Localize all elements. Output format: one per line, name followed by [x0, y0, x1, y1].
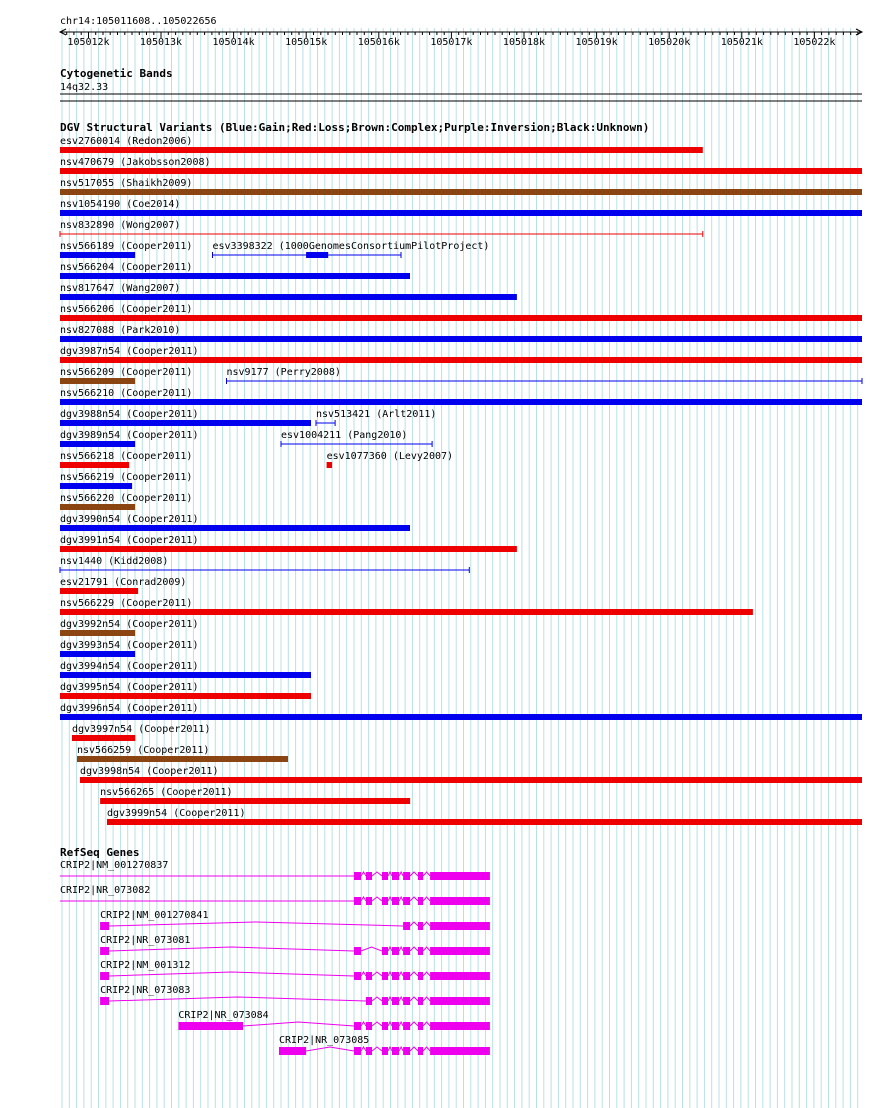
refseq-exon	[418, 897, 423, 905]
ruler-tick-label: 105022k	[793, 37, 836, 48]
refseq-exon	[279, 1047, 306, 1055]
refseq-exon	[366, 897, 372, 905]
refseq-exon	[354, 872, 361, 880]
dgv-feature-bar	[60, 315, 862, 321]
refseq-exon	[382, 1047, 388, 1055]
refseq-exon	[418, 1047, 423, 1055]
dgv-feature-bar	[60, 420, 311, 426]
dgv-feature-label: dgv3989n54 (Cooper2011)	[60, 430, 199, 441]
dgv-feature[interactable]	[60, 178, 862, 195]
dgv-feature-label: nsv566259 (Cooper2011)	[77, 745, 210, 756]
dgv-feature-bar	[60, 588, 138, 594]
dgv-feature-label: dgv3999n54 (Cooper2011)	[107, 808, 246, 819]
refseq-exon	[418, 997, 423, 1005]
dgv-feature-bar	[60, 504, 135, 510]
ruler-tick-label: 105015k	[285, 37, 328, 48]
dgv-feature-label: dgv3998n54 (Cooper2011)	[80, 766, 219, 777]
refseq-exon	[354, 1022, 361, 1030]
dgv-feature[interactable]	[77, 745, 288, 762]
dgv-feature[interactable]	[60, 157, 862, 174]
refseq-intron	[372, 1022, 382, 1026]
refseq-intron	[399, 897, 403, 901]
refseq-intron	[410, 872, 418, 876]
refseq-intron	[410, 997, 418, 1001]
refseq-exon	[392, 897, 399, 905]
dgv-feature[interactable]	[72, 724, 210, 741]
dgv-feature[interactable]	[60, 346, 862, 363]
dgv-feature-bar	[60, 357, 862, 363]
refseq-exon	[354, 897, 361, 905]
refseq-intron	[410, 1022, 418, 1026]
dgv-feature-label: esv1004211 (Pang2010)	[281, 430, 408, 441]
refseq-intron	[399, 947, 403, 951]
refseq-exon	[382, 897, 388, 905]
dgv-feature-bar	[60, 525, 410, 531]
refseq-exon	[418, 947, 423, 955]
refseq-exon	[392, 1047, 399, 1055]
dgv-feature[interactable]	[60, 304, 862, 321]
dgv-feature[interactable]	[60, 220, 703, 237]
refseq-exon	[366, 872, 372, 880]
dgv-feature-label: dgv3997n54 (Cooper2011)	[72, 724, 211, 735]
refseq-track-title: RefSeq Genes	[60, 846, 140, 859]
dgv-feature-bar	[60, 336, 862, 342]
refseq-exon	[354, 947, 361, 955]
dgv-feature-label: nsv827088 (Park2010)	[60, 325, 181, 336]
dgv-feature[interactable]	[60, 577, 186, 594]
dgv-feature[interactable]	[100, 787, 410, 804]
dgv-feature[interactable]	[60, 598, 753, 615]
dgv-feature-bar	[60, 672, 311, 678]
refseq-exon	[418, 872, 423, 880]
dgv-feature-label: esv3398322 (1000GenomesConsortiumPilotProject)	[212, 241, 490, 252]
refseq-intron	[372, 897, 382, 901]
refseq-exon	[430, 972, 490, 980]
refseq-exon	[418, 972, 423, 980]
refseq-exon	[100, 972, 109, 980]
dgv-feature-label: nsv566220 (Cooper2011)	[60, 493, 193, 504]
refseq-intron	[361, 947, 382, 951]
refseq-exon	[366, 1047, 372, 1055]
cytoband-label: 14q32.33	[60, 82, 109, 93]
refseq-exon	[382, 947, 388, 955]
dgv-feature-label: nsv817647 (Wang2007)	[60, 283, 181, 294]
dgv-feature-bar	[327, 462, 333, 468]
refseq-exon	[354, 1047, 361, 1055]
refseq-intron	[399, 972, 403, 976]
ruler-tick-label: 105016k	[357, 37, 400, 48]
dgv-feature[interactable]	[60, 493, 192, 510]
dgv-feature-bar	[60, 189, 862, 195]
dgv-feature-bar	[60, 651, 135, 657]
refseq-exon	[403, 922, 410, 930]
dgv-feature[interactable]	[60, 514, 410, 531]
refseq-intron	[399, 872, 403, 876]
refseq-intron	[372, 997, 382, 1001]
dgv-feature-label: nsv470679 (Jakobsson2008)	[60, 157, 211, 168]
refseq-transcript-label: CRIP2|NR_073081	[100, 935, 191, 946]
refseq-transcript[interactable]	[60, 885, 490, 905]
dgv-feature-bar	[77, 756, 288, 762]
dgv-feature[interactable]	[60, 367, 192, 384]
refseq-transcript-label: CRIP2|NR_073084	[178, 1010, 269, 1021]
refseq-exon	[403, 872, 410, 880]
refseq-transcript-label: CRIP2|NM_001270837	[60, 860, 169, 871]
dgv-feature[interactable]	[213, 241, 490, 258]
dgv-feature[interactable]	[60, 619, 198, 636]
coordinate-ruler	[60, 29, 862, 48]
dgv-feature-label: dgv3990n54 (Cooper2011)	[60, 514, 199, 525]
refseq-exon	[366, 997, 372, 1005]
dgv-feature-bar	[60, 294, 517, 300]
dgv-feature-bar	[60, 609, 753, 615]
dgv-feature-label: dgv3994n54 (Cooper2011)	[60, 661, 199, 672]
ruler-tick-label: 105014k	[212, 37, 255, 48]
dgv-feature-bar	[60, 630, 135, 636]
dgv-feature-label: dgv3988n54 (Cooper2011)	[60, 409, 199, 420]
refseq-intron	[399, 1047, 403, 1051]
refseq-exon	[403, 897, 410, 905]
refseq-transcript-label: CRIP2|NR_073085	[279, 1035, 370, 1046]
dgv-feature-bar	[60, 714, 862, 720]
refseq-exon	[392, 947, 399, 955]
ruler-tick-label: 105013k	[139, 37, 183, 48]
refseq-transcript[interactable]	[60, 860, 490, 880]
ruler-tick-label: 105017k	[430, 37, 473, 48]
dgv-feature-label: nsv566229 (Cooper2011)	[60, 598, 193, 609]
dgv-feature-label: nsv566206 (Cooper2011)	[60, 304, 193, 315]
refseq-exon	[430, 1047, 490, 1055]
refseq-exon	[382, 872, 388, 880]
dgv-feature-label: nsv566209 (Cooper2011)	[60, 367, 193, 378]
refseq-exon	[382, 997, 388, 1005]
refseq-intron	[399, 997, 403, 1001]
refseq-exon	[392, 872, 399, 880]
refseq-transcript[interactable]	[100, 910, 490, 930]
dgv-feature[interactable]	[281, 430, 432, 447]
refseq-exon	[366, 972, 372, 980]
refseq-exon	[382, 972, 388, 980]
ruler-tick-label: 105019k	[575, 37, 618, 48]
dgv-feature[interactable]	[60, 241, 192, 258]
ruler-tick-label: 105020k	[648, 37, 691, 48]
dgv-feature-bar	[60, 210, 862, 216]
dgv-feature-bar	[60, 378, 135, 384]
dgv-feature-label: esv21791 (Conrad2009)	[60, 577, 187, 588]
dgv-feature-label: nsv566265 (Cooper2011)	[100, 787, 233, 798]
refseq-exon	[418, 922, 423, 930]
location-label: chr14:105011608..105022656	[60, 16, 217, 27]
refseq-intron	[243, 1022, 354, 1026]
refseq-exon	[430, 947, 490, 955]
dgv-feature-label: nsv517055 (Shaikh2009)	[60, 178, 193, 189]
refseq-intron	[109, 922, 403, 926]
refseq-exon	[403, 947, 410, 955]
dgv-feature-label: esv1077360 (Levy2007)	[326, 451, 454, 462]
refseq-exon	[403, 1022, 410, 1030]
refseq-exon	[403, 972, 410, 980]
dgv-feature[interactable]	[60, 136, 703, 153]
refseq-transcript[interactable]	[100, 985, 490, 1005]
dgv-feature[interactable]	[60, 388, 862, 405]
dgv-feature-bar	[60, 546, 517, 552]
cytoband-track-title: Cytogenetic Bands	[60, 67, 173, 80]
dgv-feature-label: nsv566210 (Cooper2011)	[60, 388, 193, 399]
refseq-transcript[interactable]	[178, 1010, 490, 1030]
dgv-feature-bar	[60, 441, 135, 447]
refseq-transcript-label: CRIP2|NR_073082	[60, 885, 151, 896]
dgv-feature[interactable]	[107, 808, 862, 825]
ruler-tick-label: 105018k	[502, 37, 546, 48]
refseq-intron	[410, 897, 418, 901]
refseq-exon	[100, 922, 109, 930]
refseq-intron	[410, 947, 418, 951]
dgv-feature-label: nsv566219 (Cooper2011)	[60, 472, 193, 483]
dgv-feature-bar	[60, 483, 132, 489]
dgv-track	[60, 136, 862, 825]
refseq-intron	[372, 872, 382, 876]
dgv-feature[interactable]	[60, 451, 192, 468]
dgv-feature-bar	[100, 798, 410, 804]
dgv-feature-label: dgv3993n54 (Cooper2011)	[60, 640, 199, 651]
refseq-intron	[410, 922, 418, 926]
dgv-feature-bar	[107, 819, 862, 825]
refseq-exon	[392, 1022, 399, 1030]
refseq-exon	[354, 972, 361, 980]
refseq-exon	[418, 1022, 423, 1030]
refseq-intron	[372, 972, 382, 976]
dgv-feature-label: nsv566189 (Cooper2011)	[60, 241, 193, 252]
dgv-feature-bar	[80, 777, 862, 783]
dgv-track-title: DGV Structural Variants (Blue:Gain;Red:Loss;Brown:Complex;Purple:Inversion;Black:Unknown)	[60, 121, 650, 134]
refseq-transcript-label: CRIP2|NM_001312	[100, 960, 191, 971]
refseq-exon	[430, 872, 490, 880]
dgv-feature-label: dgv3987n54 (Cooper2011)	[60, 346, 199, 357]
dgv-feature-bar	[60, 252, 135, 258]
dgv-feature-bar	[60, 462, 129, 468]
dgv-feature[interactable]	[60, 472, 192, 489]
refseq-exon	[430, 1022, 490, 1030]
dgv-feature-label: dgv3992n54 (Cooper2011)	[60, 619, 199, 630]
refseq-intron	[410, 972, 418, 976]
dgv-feature[interactable]	[60, 325, 862, 342]
refseq-exon	[403, 1047, 410, 1055]
dgv-feature[interactable]	[60, 262, 410, 279]
dgv-feature-label: nsv1054190 (Coe2014)	[60, 199, 181, 210]
ruler-tick-label: 105012k	[67, 37, 110, 48]
dgv-feature-label: nsv9177 (Perry2008)	[226, 367, 341, 378]
refseq-intron	[410, 1047, 418, 1051]
dgv-feature[interactable]	[60, 703, 862, 720]
dgv-feature-bar	[72, 735, 135, 741]
dgv-feature[interactable]	[60, 640, 198, 657]
refseq-exon	[178, 1022, 243, 1030]
refseq-exon	[392, 972, 399, 980]
dgv-feature-label: nsv566204 (Cooper2011)	[60, 262, 193, 273]
dgv-feature-bar	[60, 147, 703, 153]
refseq-exon	[403, 997, 410, 1005]
dgv-feature-label: esv2760014 (Redon2006)	[60, 136, 193, 147]
dgv-feature[interactable]	[60, 430, 198, 447]
dgv-feature[interactable]	[60, 199, 862, 216]
dgv-feature[interactable]	[60, 556, 469, 573]
dgv-feature-label: dgv3991n54 (Cooper2011)	[60, 535, 199, 546]
refseq-exon	[100, 997, 109, 1005]
refseq-exon	[392, 997, 399, 1005]
refseq-exon	[382, 1022, 388, 1030]
refseq-exon	[430, 997, 490, 1005]
refseq-track	[60, 860, 490, 1055]
refseq-intron	[372, 1047, 382, 1051]
refseq-transcript-label: CRIP2|NR_073083	[100, 985, 191, 996]
dgv-feature-label: nsv513421 (Arlt2011)	[316, 409, 437, 420]
dgv-feature-label: dgv3996n54 (Cooper2011)	[60, 703, 199, 714]
refseq-exon	[366, 1022, 372, 1030]
refseq-intron	[399, 1022, 403, 1026]
dgv-feature-bar	[60, 399, 862, 405]
refseq-exon	[430, 897, 490, 905]
dgv-feature-label: dgv3995n54 (Cooper2011)	[60, 682, 199, 693]
dgv-feature-core	[306, 252, 328, 258]
dgv-feature-bar	[60, 693, 311, 699]
dgv-feature-label: nsv1440 (Kidd2008)	[60, 556, 169, 567]
refseq-transcript[interactable]	[100, 935, 490, 955]
refseq-exon	[100, 947, 109, 955]
refseq-exon	[430, 922, 490, 930]
dgv-feature-bar	[60, 273, 410, 279]
dgv-feature-bar	[60, 168, 862, 174]
dgv-feature-label: nsv566218 (Cooper2011)	[60, 451, 193, 462]
refseq-transcript[interactable]	[100, 960, 490, 980]
ruler-tick-label: 105021k	[720, 37, 763, 48]
dgv-feature-label: nsv832890 (Wong2007)	[60, 220, 181, 231]
refseq-transcript-label: CRIP2|NM_001270841	[100, 910, 209, 921]
